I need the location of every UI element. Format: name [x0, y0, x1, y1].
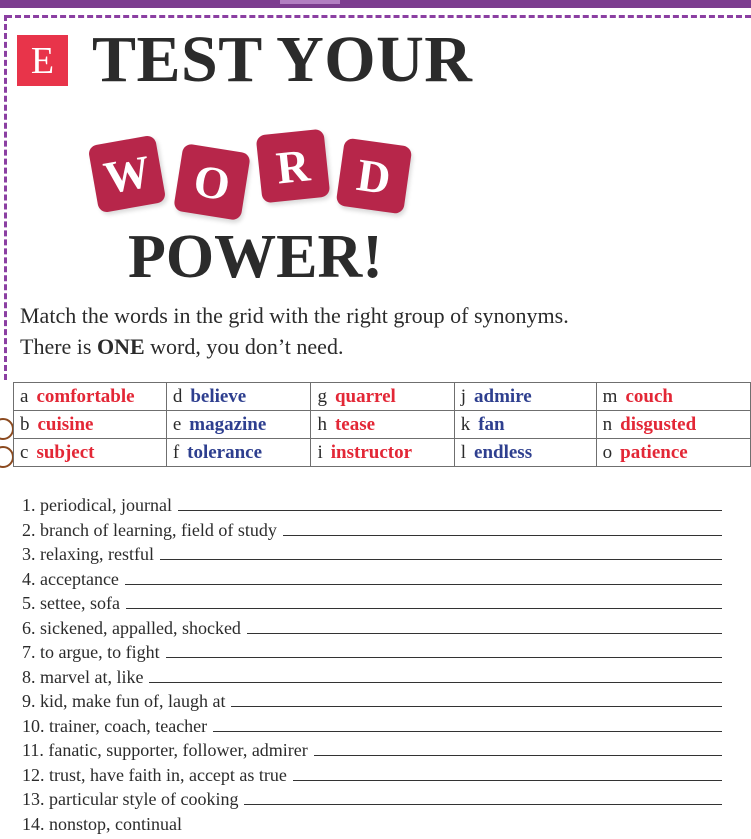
word-tile-w: W	[88, 135, 167, 214]
answer-blank[interactable]	[283, 518, 722, 536]
grid-cell-letter: c	[20, 441, 29, 463]
top-bar-stripe	[280, 0, 340, 4]
grid-cell	[14, 383, 167, 411]
list-item-prompt: 10. trainer, coach, teacher	[22, 715, 208, 736]
grid-cell	[596, 439, 750, 467]
grid-cell	[166, 411, 311, 439]
grid-cell	[596, 411, 750, 439]
list-item	[22, 738, 722, 763]
list-item	[22, 812, 722, 837]
top-bar	[0, 0, 751, 8]
grid-cell-letter: h	[317, 413, 327, 435]
grid-cell-word: magazine	[189, 413, 267, 435]
grid-cell-word: subject	[36, 441, 95, 463]
grid-cell-word: instructor	[330, 441, 413, 463]
grid-cell	[454, 411, 596, 439]
list-item	[22, 616, 722, 641]
list-item	[22, 787, 722, 812]
list-item	[22, 493, 722, 518]
grid-cell-word: comfortable	[36, 385, 135, 407]
grid-cell-letter: m	[602, 385, 618, 407]
answer-blank[interactable]	[188, 813, 722, 830]
grid-cell-letter: l	[460, 441, 467, 463]
grid-cell-word: tease	[334, 413, 376, 435]
grid-cell	[14, 411, 167, 439]
list-item-prompt: 12. trust, have faith in, accept as true	[22, 764, 287, 785]
grid-cell-letter: o	[602, 441, 613, 463]
instructions-text: word, you don’t need.	[144, 334, 344, 359]
grid-cell-letter: d	[172, 385, 183, 407]
answer-blank[interactable]	[149, 665, 722, 683]
list-item	[22, 763, 722, 788]
list-item-prompt: 14. nonstop, continual	[22, 813, 182, 834]
grid-cell-letter: b	[20, 413, 30, 435]
list-item	[22, 714, 722, 739]
list-item-prompt: 5. settee, sofa	[22, 593, 120, 613]
list-item	[22, 665, 722, 690]
grid-cell-letter: f	[172, 441, 180, 463]
answer-blank[interactable]	[244, 787, 722, 805]
list-item-prompt: 1. periodical, journal	[22, 495, 172, 515]
answer-blank[interactable]	[160, 542, 722, 560]
grid-cell	[166, 383, 311, 411]
list-item-prompt: 7. to argue, to fight	[22, 642, 160, 662]
grid-cell	[454, 439, 596, 467]
instructions-text: There is	[20, 334, 97, 359]
list-item	[22, 518, 722, 543]
grid-cell	[311, 411, 454, 439]
side-decoration	[0, 418, 14, 440]
answer-blank[interactable]	[247, 616, 722, 634]
grid-row	[14, 411, 751, 439]
grid-row	[14, 439, 751, 467]
word-tile-r: R	[256, 129, 331, 204]
grid-cell-word: fan	[478, 413, 505, 435]
synonym-list	[22, 493, 722, 836]
answer-blank[interactable]	[125, 567, 722, 585]
side-decoration	[0, 446, 14, 468]
instructions-line-1: Match the words in the grid with the right group of synonyms.	[20, 303, 569, 328]
grid-row	[14, 383, 751, 411]
list-item	[22, 567, 722, 592]
list-item-prompt: 2. branch of learning, field of study	[22, 519, 277, 540]
list-item-prompt: 11. fanatic, supporter, follower, admirer	[22, 740, 308, 760]
grid-cell	[166, 439, 311, 467]
list-item-prompt: 9. kid, make fun of, laugh at	[22, 691, 226, 711]
grid-cell-word: admire	[474, 385, 532, 407]
answer-blank[interactable]	[126, 591, 722, 609]
section-badge: E	[17, 35, 68, 86]
grid-cell-letter: g	[317, 385, 327, 407]
dashed-frame-top	[6, 15, 751, 18]
instructions-line-2	[20, 331, 740, 362]
word-tile-d: D	[336, 138, 413, 215]
answer-blank[interactable]	[166, 640, 722, 658]
grid-cell-word: believe	[190, 385, 247, 407]
grid-cell	[454, 383, 596, 411]
grid-cell-word: endless	[474, 441, 533, 463]
list-item-prompt: 6. sickened, appalled, shocked	[22, 617, 241, 638]
grid-cell-word: disgusted	[620, 413, 697, 435]
list-item-prompt: 4. acceptance	[22, 568, 119, 589]
grid-cell-word: couch	[625, 385, 673, 407]
grid-cell-letter: e	[172, 413, 182, 435]
list-item	[22, 542, 722, 567]
answer-blank[interactable]	[213, 714, 722, 732]
grid-cell	[311, 439, 454, 467]
list-item	[22, 591, 722, 616]
grid-cell-letter: a	[20, 385, 29, 407]
list-item-prompt: 3. relaxing, restful	[22, 544, 154, 564]
dashed-frame-left	[4, 15, 7, 380]
grid-cell-word: quarrel	[334, 385, 396, 407]
grid-cell	[596, 383, 750, 411]
instructions	[20, 300, 740, 362]
list-item	[22, 689, 722, 714]
title-line-1: TEST YOUR	[92, 23, 473, 96]
grid-cell-letter: k	[460, 413, 471, 435]
grid-cell-word: tolerance	[187, 441, 263, 463]
list-item-prompt: 8. marvel at, like	[22, 666, 144, 687]
answer-blank[interactable]	[178, 493, 722, 511]
grid-cell	[311, 383, 454, 411]
grid-cell	[14, 439, 167, 467]
title-line-3: POWER!	[128, 223, 383, 291]
grid-cell-letter: n	[602, 413, 613, 435]
list-item-prompt: 13. particular style of cooking	[22, 789, 239, 809]
word-tile-o: O	[173, 143, 251, 221]
grid-cell-word: cuisine	[37, 413, 94, 435]
answer-blank[interactable]	[314, 738, 722, 756]
answer-blank[interactable]	[231, 689, 722, 707]
grid-cell-word: patience	[620, 441, 688, 463]
list-item	[22, 640, 722, 665]
grid-cell-letter: j	[460, 385, 467, 407]
grid-cell-letter: i	[317, 441, 323, 463]
word-grid	[13, 382, 751, 467]
answer-blank[interactable]	[293, 763, 722, 781]
instructions-emphasis: ONE	[96, 334, 145, 359]
